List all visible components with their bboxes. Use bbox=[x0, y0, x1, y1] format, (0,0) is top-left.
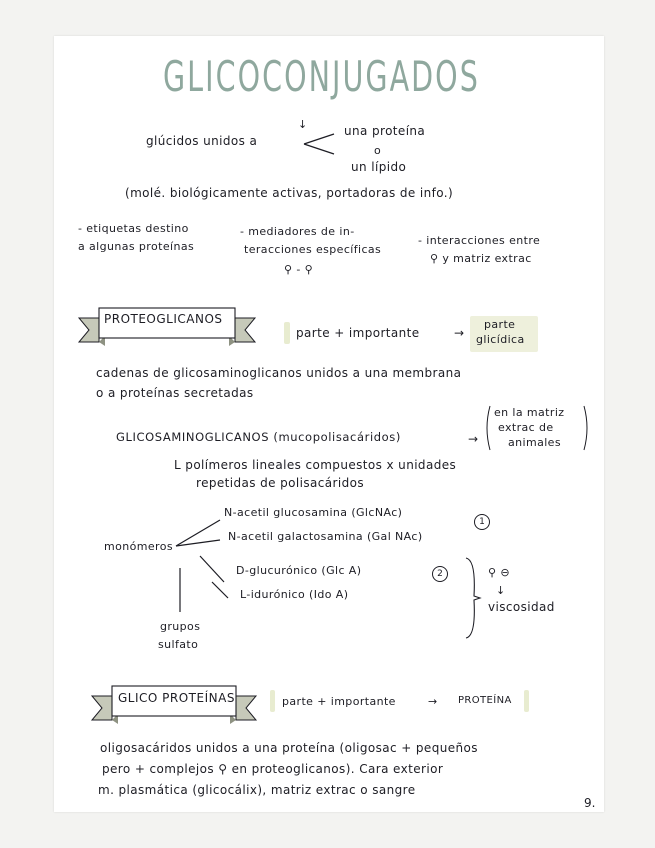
gag-heading: GLICOSAMINOGLICANOS (mucopolisacáridos) bbox=[116, 430, 401, 444]
func-col1-line2: a algunas proteínas bbox=[78, 240, 195, 253]
proteoglicanos-label: PROTEOGLICANOS bbox=[104, 312, 223, 326]
gag-side-line3: animales bbox=[508, 436, 561, 449]
monomers-label: monómeros bbox=[104, 540, 173, 553]
func-col1-line1: - etiquetas destino bbox=[78, 222, 189, 235]
gag-side-line1: en la matriz bbox=[494, 406, 565, 419]
monomer-glcnac: N-acetil glucosamina (GlcNAc) bbox=[224, 506, 403, 519]
glicoproteinas-desc1: oligosacáridos unidos a una proteína (oligosac + pequeños bbox=[100, 741, 478, 755]
func-col3-line1: - interacciones entre bbox=[418, 234, 541, 247]
func-col2-line3: ⚲ - ⚲ bbox=[284, 263, 314, 276]
intro-line1: glúcidos unidos a bbox=[146, 134, 258, 148]
proteoglicanos-note-arrow: → bbox=[454, 326, 465, 340]
intro-branch-or: o bbox=[374, 144, 382, 157]
page-title: GLICOCONJUGADOS bbox=[163, 52, 480, 101]
highlight-bar-right-2 bbox=[524, 690, 529, 712]
proteoglicanos-desc1: cadenas de glicosaminoglicanos unidos a una membrana bbox=[96, 366, 462, 380]
sulfate-line2: sulfato bbox=[158, 638, 199, 651]
func-col2-line2: teracciones específicas bbox=[244, 243, 382, 256]
monomer-glca: D-glucurónico (Glc A) bbox=[236, 564, 362, 577]
viscosity-label: viscosidad bbox=[488, 600, 555, 614]
monomer-idoa: L-idurónico (Ido A) bbox=[240, 588, 349, 601]
group-number-2: 2 bbox=[432, 566, 448, 582]
gag-definition1: L polímeros lineales compuestos x unidades bbox=[174, 458, 457, 472]
proteoglicanos-note-a: parte + importante bbox=[296, 326, 420, 340]
glicoproteinas-label: GLICO PROTEÍNAS bbox=[118, 691, 235, 705]
gag-definition2: repetidas de polisacáridos bbox=[196, 476, 365, 490]
glicoproteinas-note-b: PROTEÍNA bbox=[458, 695, 512, 706]
highlight-bar-left-2 bbox=[270, 690, 275, 712]
intro-branch-protein: una proteína bbox=[344, 124, 426, 138]
charge-label: ⚲ ⊖ bbox=[488, 566, 510, 579]
monomer-galnac: N-acetil galactosamina (Gal NAc) bbox=[228, 530, 423, 543]
proteoglicanos-note-b1: parte bbox=[484, 318, 516, 331]
intro-branch-lines bbox=[300, 128, 340, 158]
intro-down-arrow: ↓ bbox=[298, 118, 308, 131]
page-number: 9. bbox=[584, 796, 596, 810]
proteoglicanos-desc2: o a proteínas secretadas bbox=[96, 386, 254, 400]
func-col3-line2: ⚲ y matriz extrac bbox=[430, 252, 532, 265]
glicoproteinas-note-a: parte + importante bbox=[282, 695, 396, 708]
glicoproteinas-desc2: pero + complejos ⚲ en proteoglicanos). Cara exterior bbox=[102, 762, 444, 776]
charge-arrow: ↓ bbox=[496, 584, 506, 597]
glicoproteinas-desc3: m. plasmática (glicocálix), matriz extrac o sangre bbox=[98, 783, 416, 797]
glicoproteinas-note-arrow: → bbox=[428, 695, 438, 708]
intro-line2: (molé. biológicamente activas, portadoras de info.) bbox=[125, 186, 454, 200]
viscosity-bracket bbox=[462, 556, 482, 640]
func-col2-line1: - mediadores de in- bbox=[240, 225, 355, 238]
intro-branch-lipid: un lípido bbox=[351, 160, 407, 174]
proteoglicanos-note-b2: glicídica bbox=[476, 333, 525, 346]
gag-arrow: → bbox=[468, 432, 479, 446]
group-number-1: 1 bbox=[474, 514, 490, 530]
sulfate-line1: grupos bbox=[160, 620, 201, 633]
gag-side-line2: extrac de bbox=[498, 421, 554, 434]
highlight-bar-left bbox=[284, 322, 290, 344]
